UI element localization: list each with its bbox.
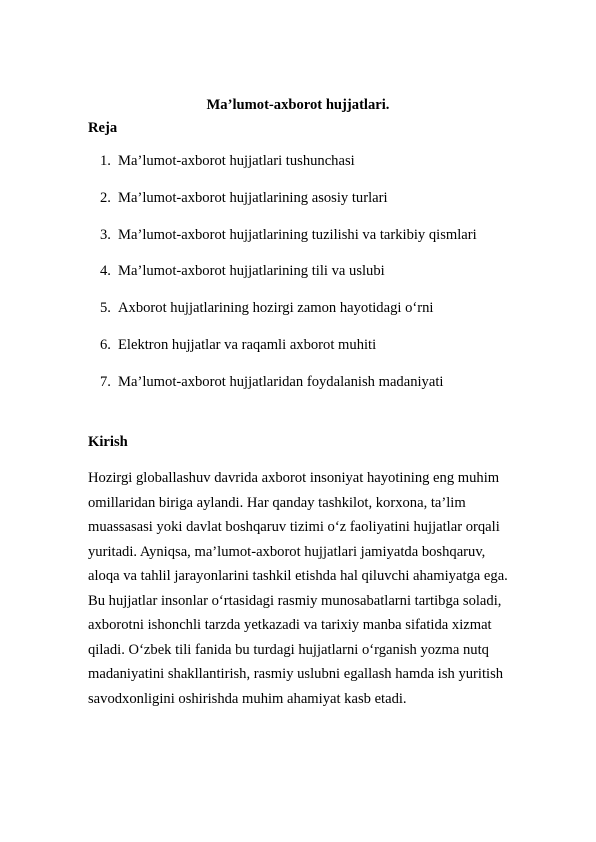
intro-line: yuritadi. Ayniqsa, ma’lumot-axborot hujjatlari jamiyatda boshqaruv,: [88, 543, 486, 560]
plan-item-text: Axborot hujjatlarining hozirgi zamon hayotidagi o‘rni: [118, 300, 434, 317]
plan-item-text: Ma’lumot-axborot hujjatlarining tili va uslubi: [118, 263, 385, 280]
intro-line: qiladi. O‘zbek tili fanida bu turdagi hujjatlarni o‘rganish yozma nutq: [88, 641, 489, 658]
plan-item-text: Elektron hujjatlar va raqamli axborot muhiti: [118, 336, 377, 353]
intro-line: savodxonligini oshirishda muhim ahamiyat kasb etadi.: [88, 690, 407, 707]
intro-paragraph: [88, 466, 524, 711]
plan-item-text: Ma’lumot-axborot hujjatlari tushunchasi: [118, 153, 355, 169]
intro-line: Bu hujjatlar insonlar o‘rtasidagi rasmiy munosabatlarni tartibga soladi,: [88, 592, 502, 609]
intro-line: aloqa va tahlil jarayonlarini tashkil etishda hal qiluvchi ahamiyatga ega.: [88, 568, 508, 584]
plan-item-number: 2.: [100, 189, 111, 206]
plan-item: [100, 299, 477, 336]
plan-item: [100, 152, 477, 189]
plan-item: [100, 262, 477, 299]
plan-item-number: 4.: [100, 263, 111, 280]
plan-item-number: 5.: [100, 300, 111, 317]
plan-item-number: 3.: [100, 226, 111, 243]
plan-heading: Reja: [88, 120, 118, 136]
plan-list: [100, 152, 477, 410]
intro-heading: Kirish: [88, 434, 128, 450]
intro-line: omillaridan biriga aylandi. Har qanday tashkilot, korxona, ta’lim: [88, 494, 466, 511]
plan-item-text: Ma’lumot-axborot hujjatlaridan foydalanish madaniyati: [118, 373, 444, 390]
intro-line: madaniyatini shakllantirish, rasmiy uslubni egallash hamda ish yuritish: [88, 666, 504, 682]
plan-item: [100, 336, 477, 373]
plan-item: [100, 373, 477, 410]
intro-line: muassasasi yoki davlat boshqaruv tizimi o‘z faoliyatini hujjatlar orqali: [88, 519, 500, 535]
plan-item: [100, 189, 477, 226]
plan-item-number: 6.: [100, 336, 111, 353]
plan-item-number: 1.: [100, 153, 111, 169]
intro-line: Hozirgi globallashuv davrida axborot insoniyat hayotining eng muhim: [88, 470, 500, 486]
plan-item-text: Ma’lumot-axborot hujjatlarining asosiy turlari: [118, 189, 388, 206]
plan-item-number: 7.: [100, 373, 111, 390]
intro-line: axborotni ishonchli tarzda yetkazadi va tarixiy manba sifatida xizmat: [88, 617, 492, 633]
plan-item-text: Ma’lumot-axborot hujjatlarining tuzilishi va tarkibiy qismlari: [118, 226, 477, 243]
document-title: Ma’lumot-axborot hujjatlari.: [206, 97, 390, 113]
plan-item: [100, 226, 477, 263]
